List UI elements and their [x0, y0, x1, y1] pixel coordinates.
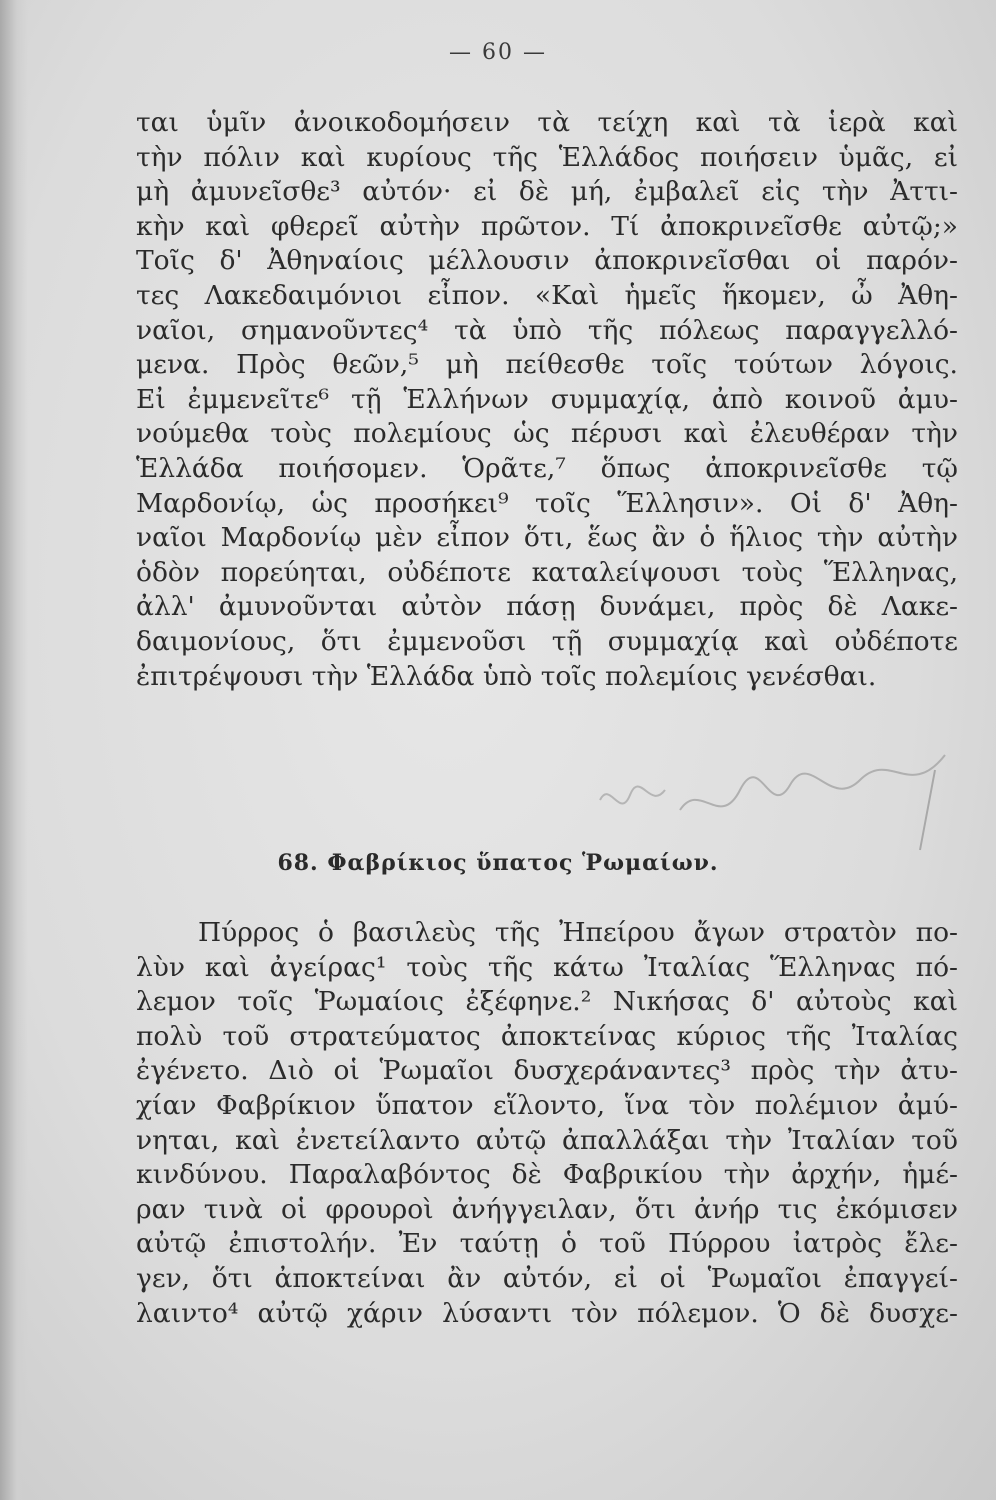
- text-line: ἀλλ' ἀμυνοῦνται αὐτὸν πάσῃ δυνάμει, πρὸς δὲ Λακε-: [136, 591, 958, 623]
- text-line: τὴν πόλιν καὶ κυρίους τῆς Ἑλλάδος ποιήσειν ὑμᾶς, εἰ: [136, 141, 958, 173]
- pencil-scribble-icon: [590, 740, 960, 860]
- text-line: νηται, καὶ ἐνετείλαντο αὐτῷ ἀπαλλάξαι τὴν Ἰταλίαν τοῦ: [136, 1124, 958, 1156]
- text-line: δαιμονίους, ὅτι ἐμμενοῦσι τῇ συμμαχίᾳ καὶ οὐδέποτε: [136, 625, 958, 657]
- text-line: Μαρδονίῳ, ὡς προσήκει⁹ τοῖς Ἕλλησιν». Οἱ δ' Ἀθη-: [136, 487, 958, 519]
- text-line: ναῖοι Μαρδονίῳ μὲν εἶπον ὅτι, ἕως ἂν ὁ ἥλιος τὴν αὐτὴν: [136, 522, 958, 554]
- text-line: Ἑλλάδα ποιήσομεν. Ὁρᾶτε,⁷ ὅπως ἀποκρινεῖσθε τῷ: [136, 452, 958, 484]
- text-line: Τοῖς δ' Ἀθηναίοις μέλλουσιν ἀποκρινεῖσθαι οἱ παρόν-: [136, 245, 958, 277]
- text-line: αὐτῷ ἐπιστολήν. Ἐν ταύτῃ ὁ τοῦ Πύρρου ἰατρὸς ἔλε-: [136, 1228, 958, 1260]
- text-line: μενα. Πρὸς θεῶν,⁵ μὴ πείθεσθε τοῖς τούτων λόγοις.: [136, 349, 958, 381]
- text-line: ναῖοι, σημανοῦντες⁴ τὰ ὑπὸ τῆς πόλεως παραγγελλό-: [136, 314, 958, 346]
- text-line: ὁδὸν πορεύηται, οὐδέποτε καταλείψουσι τοὺς Ἕλληνας,: [136, 556, 958, 588]
- section-heading: 68. Φαβρίκιος ὕπατος Ῥωμαίων.: [277, 850, 719, 876]
- text-line: κινδύνου. Παραλαβόντος δὲ Φαβρικίου τὴν ἀρχήν, ἡμέ-: [136, 1159, 958, 1191]
- paragraph-1: [136, 106, 958, 694]
- text-line: λὺν καὶ ἀγείρας¹ τοὺς τῆς κάτω Ἰταλίας Ἕλληνας πό-: [136, 951, 958, 983]
- paragraph-2: [136, 916, 958, 1331]
- page-number: — 60 —: [449, 40, 547, 65]
- text-line: νούμεθα τοὺς πολεμίους ὡς πέρυσι καὶ ἐλευθέραν τὴν: [136, 418, 958, 450]
- page-edge-shadow: [0, 0, 28, 1500]
- text-line: λαιντο⁴ αὐτῷ χάριν λύσαντι τὸν πόλεμον. Ὁ δὲ δυσχε-: [136, 1297, 958, 1329]
- text-line: πολὺ τοῦ στρατεύματος ἀποκτείνας κύριος τῆς Ἰταλίας: [136, 1020, 958, 1052]
- text-line: λεμον τοῖς Ῥωμαίοις ἐξέφηνε.² Νικήσας δ' αὐτοὺς καὶ: [136, 986, 958, 1018]
- text-line: χίαν Φαβρίκιον ὕπατον εἵλοντο, ἵνα τὸν πολέμιον ἀμύ-: [136, 1089, 958, 1121]
- text-line: γεν, ὅτι ἀποκτείναι ἂν αὐτόν, εἰ οἱ Ῥωμαῖοι ἐπαγγεί-: [136, 1262, 958, 1294]
- text-line: κὴν καὶ φθερεῖ αὐτὴν πρῶτον. Τί ἀποκρινεῖσθε αὐτῷ;»: [136, 210, 958, 242]
- text-line: ἐγένετο. Διὸ οἱ Ῥωμαῖοι δυσχεράναντες³ πρὸς τὴν ἀτυ-: [136, 1055, 958, 1087]
- text-line: ραν τινὰ οἱ φρουροὶ ἀνήγγειλαν, ὅτι ἀνήρ τις ἐκόμισεν: [136, 1193, 958, 1225]
- text-line: τες Λακεδαιμόνιοι εἶπον. «Καὶ ἡμεῖς ἥκομεν, ὦ Ἀθη-: [136, 279, 958, 311]
- text-line: ἐπιτρέψουσι τὴν Ἑλλάδα ὑπὸ τοῖς πολεμίοις γενέσθαι.: [136, 660, 877, 692]
- text-line: Πύρρος ὁ βασιλεὺς τῆς Ἠπείρου ἄγων στρατὸν πο-: [198, 917, 958, 948]
- text-line: Εἰ ἐμμενεῖτε⁶ τῇ Ἑλλήνων συμμαχίᾳ, ἀπὸ κοινοῦ ἀμυ-: [136, 383, 958, 415]
- text-line: ται ὑμῖν ἀνοικοδομήσειν τὰ τείχη καὶ τὰ ἱερὰ καὶ: [136, 107, 958, 138]
- text-line: μὴ ἀμυνεῖσθε³ αὐτόν· εἰ δὲ μή, ἐμβαλεῖ εἰς τὴν Ἀττι-: [136, 176, 958, 208]
